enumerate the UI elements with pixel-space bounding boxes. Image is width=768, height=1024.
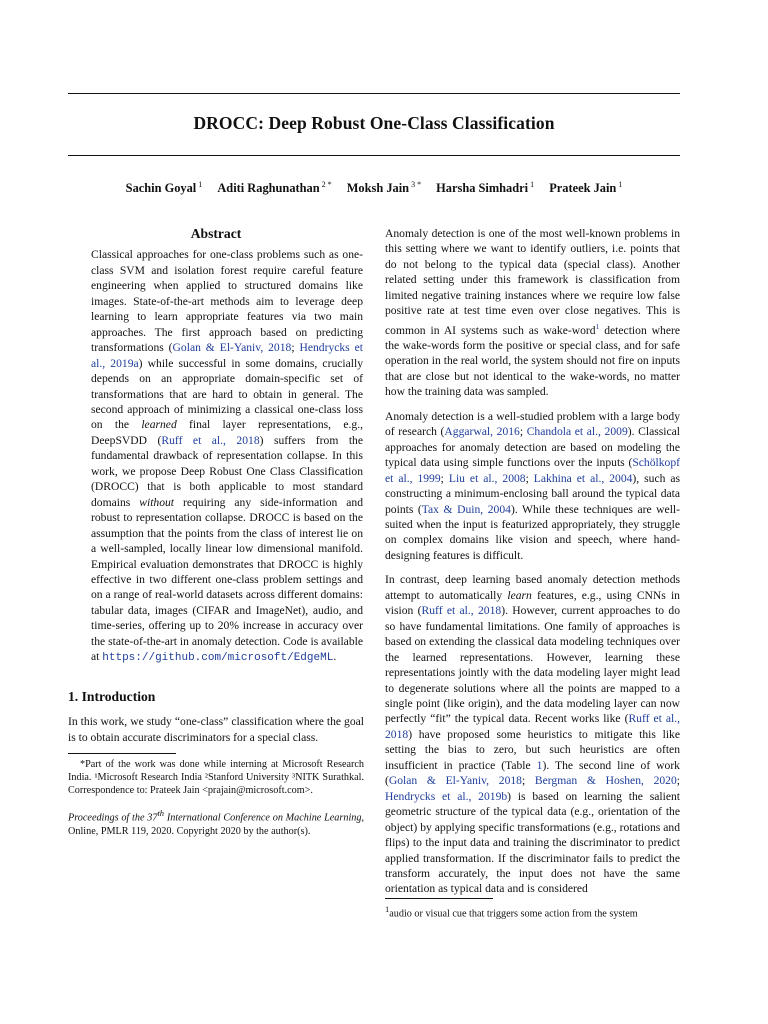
- proceedings-text: Proceedings of the 37: [68, 812, 158, 824]
- footnote-rule: [385, 898, 493, 899]
- abstract-text: ) suffers from the fundamental drawback of representation collapse. In this work, we propose Deep Robust One Class Classification (DROCC) that is both applicable to most standard domains: [91, 433, 363, 509]
- citation-separator: ;: [291, 341, 300, 355]
- citation-link[interactable]: Golan & El-Yaniv, 2018: [172, 341, 292, 355]
- abstract-heading: Abstract: [190, 226, 242, 241]
- proceedings-text: International Conference on Machine Learning: [164, 812, 362, 824]
- footnote-text: audio or visual cue that triggers some action from the system: [389, 908, 638, 920]
- proceedings-notice: [68, 807, 364, 838]
- citation-link[interactable]: Aggarwal, 2016: [444, 425, 520, 439]
- author: [126, 181, 203, 195]
- abstract-text: ) while successful in some domains, crucially depends on an appropriate domain-specific set of transformations that are hard to obtain in general. The second approach of minimizing a classical one-class loss on the: [91, 356, 363, 432]
- footnote-number: 1: [385, 904, 390, 914]
- citation-separator: ;: [525, 471, 534, 485]
- paragraph-text: ). However, current approaches to do so have fundamental limitations. One family of approaches is based on extending the classical data modeling techniques over the learned representations. However, learning these representations jointly with the data modeling layer might lead to degenerate solutions where all the points are mapped to a single point (like origin), and the data modeling layer can now perfectly “fit” the typical data. Recent works like (: [385, 604, 680, 726]
- paragraph-text: ) have proposed some heuristics to mitigate this like setting the bias to zero, but such heuristics are often insufficient in practice (Table: [385, 727, 680, 772]
- proceedings-text: , Online, PMLR 119, 2020. Copyright 2020 by the author(s).: [68, 812, 365, 837]
- emphasis: learned: [141, 418, 177, 432]
- author-name: Harsha Simhadri: [436, 181, 529, 196]
- author-affiliation: 2 *: [321, 180, 332, 189]
- citation-link[interactable]: Schölkopf et al., 1999: [385, 456, 680, 485]
- footnote-wake-word: [385, 898, 680, 921]
- paragraph-text: Anomaly detection is one of the most well-known problems in this setting where we want to identify outliers, i.e. points that do not belong to the typical data (special class). Another related setting under this framework is classification from limited negative training instances where we require low false positive rate at test time even over close negatives. This is common in AI systems such as wake-word: [385, 227, 680, 337]
- emphasis: without: [139, 495, 175, 509]
- paragraph-text: ). Classical approaches for anomaly detection are based on modeling the typical data using simple functions over the inputs (: [385, 425, 680, 470]
- body-paragraph: [385, 409, 680, 564]
- footnote-rule: [68, 753, 176, 754]
- citation-link[interactable]: Bergman & Hoshen, 2020: [534, 774, 677, 788]
- abstract-text: final layer representations, e.g., DeepSVDD (: [91, 418, 363, 447]
- author-name: Moksh Jain: [346, 181, 410, 196]
- left-column: [68, 226, 364, 838]
- citation-link[interactable]: Golan & El-Yaniv, 2018: [388, 774, 522, 788]
- citation-separator: ;: [440, 471, 449, 485]
- proceedings-ordinal: th: [157, 808, 165, 819]
- title-rule-top: [68, 93, 680, 94]
- citation-link[interactable]: Liu et al., 2008: [448, 471, 526, 485]
- citation-separator: ;: [521, 774, 535, 788]
- citation-link[interactable]: Ruff et al., 2018: [421, 604, 502, 618]
- code-url-link[interactable]: https://github.com/microsoft/EdgeML: [102, 652, 334, 665]
- abstract-text: requiring any side-information and robust to representation collapse. DROCC is based on the assumption that the points from the class of interest lie on a well-sampled, locally linear low dimensional manifold. Empirical evaluation demonstrates that DROCC is highly effective in two different one-class problem settings and on a range of real-world datasets across different domains: tabular data, images (CIFAR and ImageNet), audio, and time-series, offering up to 20% increase in accuracy over the state-of-the-art in anomaly detection. Code is available at: [91, 495, 364, 664]
- author-list: [68, 180, 680, 196]
- author-affiliation: 3 *: [411, 180, 422, 189]
- body-paragraph: [385, 572, 680, 897]
- paragraph-text: detection where the wake-words form the positive or special class, and for safe operation in the real world, the system should not fire on inputs that are close but not identical to the wake-words, no matter how the training data was sampled.: [385, 323, 680, 399]
- author-affiliation: 1: [530, 180, 535, 189]
- paragraph-text: ). The second line of work (: [385, 758, 680, 788]
- paper-title: DROCC: Deep Robust One-Class Classification: [193, 113, 555, 133]
- citation-link[interactable]: Ruff et al., 2018: [161, 433, 260, 447]
- citation-link[interactable]: Chandola et al., 2009: [526, 425, 628, 439]
- author-name: Sachin Goyal: [125, 181, 197, 196]
- citation-link[interactable]: Ruff et al., 2018: [385, 712, 680, 741]
- abstract-body: [91, 247, 363, 666]
- author: [217, 181, 331, 195]
- citation-link[interactable]: Lakhina et al., 2004: [533, 471, 633, 485]
- table-reference-link[interactable]: 1: [536, 758, 543, 772]
- citation-link[interactable]: Hendrycks et al., 2019a: [91, 341, 363, 370]
- paragraph-text: Anomaly detection is a well-studied problem with a large body of research (: [385, 409, 680, 439]
- citation-link[interactable]: Tax & Duin, 2004: [421, 502, 511, 516]
- author-affiliation: 1: [618, 180, 623, 189]
- emphasis: learn: [507, 588, 532, 602]
- author-name: Aditi Raghunathan: [217, 181, 320, 196]
- author: [347, 181, 421, 195]
- paragraph-text: ), such as constructing a minimum-enclosing ball around the typical data points (: [385, 471, 681, 516]
- author: [549, 181, 622, 195]
- author-affiliation: 1: [198, 180, 203, 189]
- citation-separator: ;: [519, 425, 527, 439]
- paragraph-text: ) is based on learning the salient geometric structure of the typical data (e.g., orientation of the object) by applying specific transformations (e.g., rotations and flips) to the input data and training the discriminator to predict applied transformation. If the discriminator fails to predict the transform accurately, the input does not have the same orientation as typical data and is considered: [385, 789, 681, 896]
- citation-separator: ;: [676, 774, 681, 788]
- author: [436, 181, 534, 195]
- paragraph-text: features, e.g., using CNNs in vision (: [385, 588, 680, 618]
- right-column: [385, 226, 680, 906]
- paragraph-text: ). While these techniques are well-suited when the input is featurized appropriately, they struggle on complex domains like vision and speech, where hand-designing features is difficult.: [385, 502, 680, 562]
- title-rule-bottom: [68, 155, 680, 156]
- footnote-marker[interactable]: 1: [595, 321, 600, 331]
- paragraph-text: In contrast, deep learning based anomaly detection methods attempt to automatically: [385, 573, 680, 602]
- footnote-affiliations: [68, 759, 364, 797]
- body-paragraph: [385, 226, 680, 400]
- intro-paragraph: In this work, we study “one-class” classification where the goal is to obtain accurate discriminators for a special class.: [68, 715, 364, 744]
- abstract-text: .: [333, 650, 337, 664]
- citation-link[interactable]: Hendrycks et al., 2019b: [385, 789, 508, 803]
- author-name: Prateek Jain: [549, 181, 617, 196]
- section-heading-introduction: 1. Introduction: [68, 688, 156, 704]
- footnote-text: *Part of the work was done while interning at Microsoft Research India. ¹Microsoft Research India ²Stanford University ³NITK Surathkal. Correspondence to: Prateek Jain <prajain@microsoft.com>.: [68, 759, 364, 796]
- abstract-text: Classical approaches for one-class problems such as one-class SVM and isolation forest require careful feature engineering when applied to structured domains like images. State-of-the-art methods aim to leverage deep learning to learn appropriate features via two main approaches. The first approach based on predicting transformations (: [91, 248, 363, 355]
